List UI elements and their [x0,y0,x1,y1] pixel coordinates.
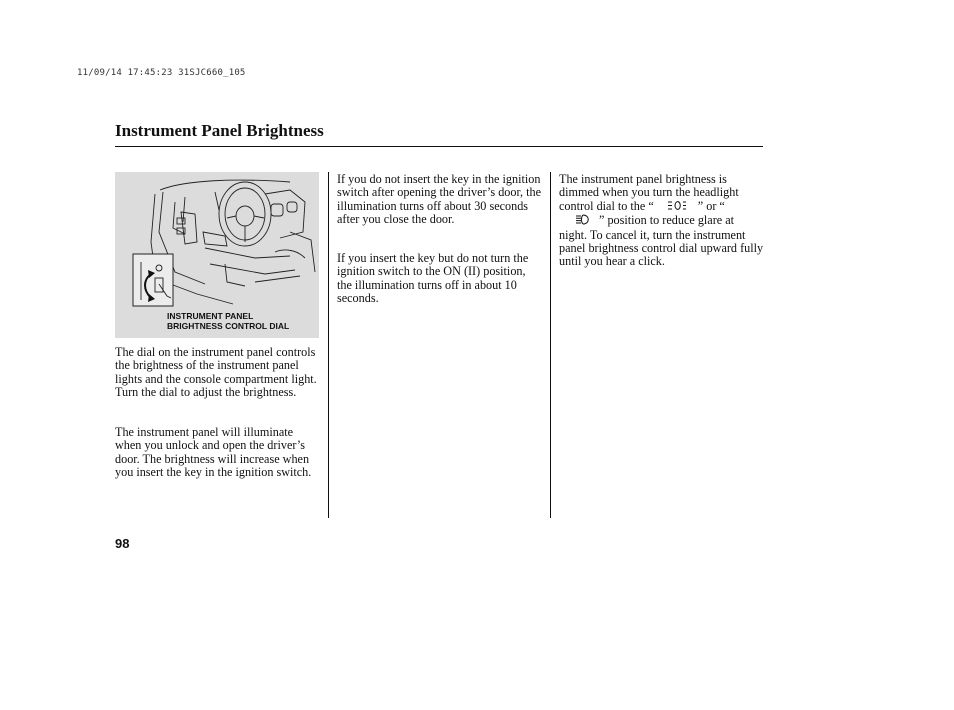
column3-paragraph [559,173,764,269]
column2-paragraph2: If you insert the key but do not turn the ignition switch to the ON (II) position, the illumination turns off in about 10 seconds. [337,251,529,306]
parking-light-icon [654,200,698,214]
column-divider [550,172,551,518]
column1-paragraph2: The instrument panel will illuminate when you unlock and open the driver’s door. The brightness will increase when you insert the key in the ignition switch. [115,425,312,480]
column-divider [328,172,329,518]
column3-text-b: ” or “ [697,198,725,213]
column3-text-a: The instrument panel brightness is dimmed when you turn the headlight control dial to the “ [559,172,739,213]
figure-caption [167,311,289,331]
page-number: 98 [115,536,130,551]
column2-paragraph1: If you do not insert the key in the ignition switch after opening the driver’s door, the illumination turns off about 30 seconds after you close the door. [337,172,542,227]
headlight-icon [559,214,599,228]
column1-paragraph1: The dial on the instrument panel controls the brightness of the instrument panel lights and the console compartment light. Turn the dial to adjust the brightness. [115,345,317,400]
title-rule [115,146,763,147]
print-stamp: 11/09/14 17:45:23 31SJC660_105 [77,68,246,78]
column3-text-c: ” position to reduce glare at night. To cancel it, turn the instrument panel brightness control dial upward fully until you hear a click. [559,213,764,269]
dashboard-illustration [115,172,319,338]
caption-line: BRIGHTNESS CONTROL DIAL [167,321,290,331]
page-title: Instrument Panel Brightness [115,121,324,140]
caption-line: INSTRUMENT PANEL [167,311,254,321]
